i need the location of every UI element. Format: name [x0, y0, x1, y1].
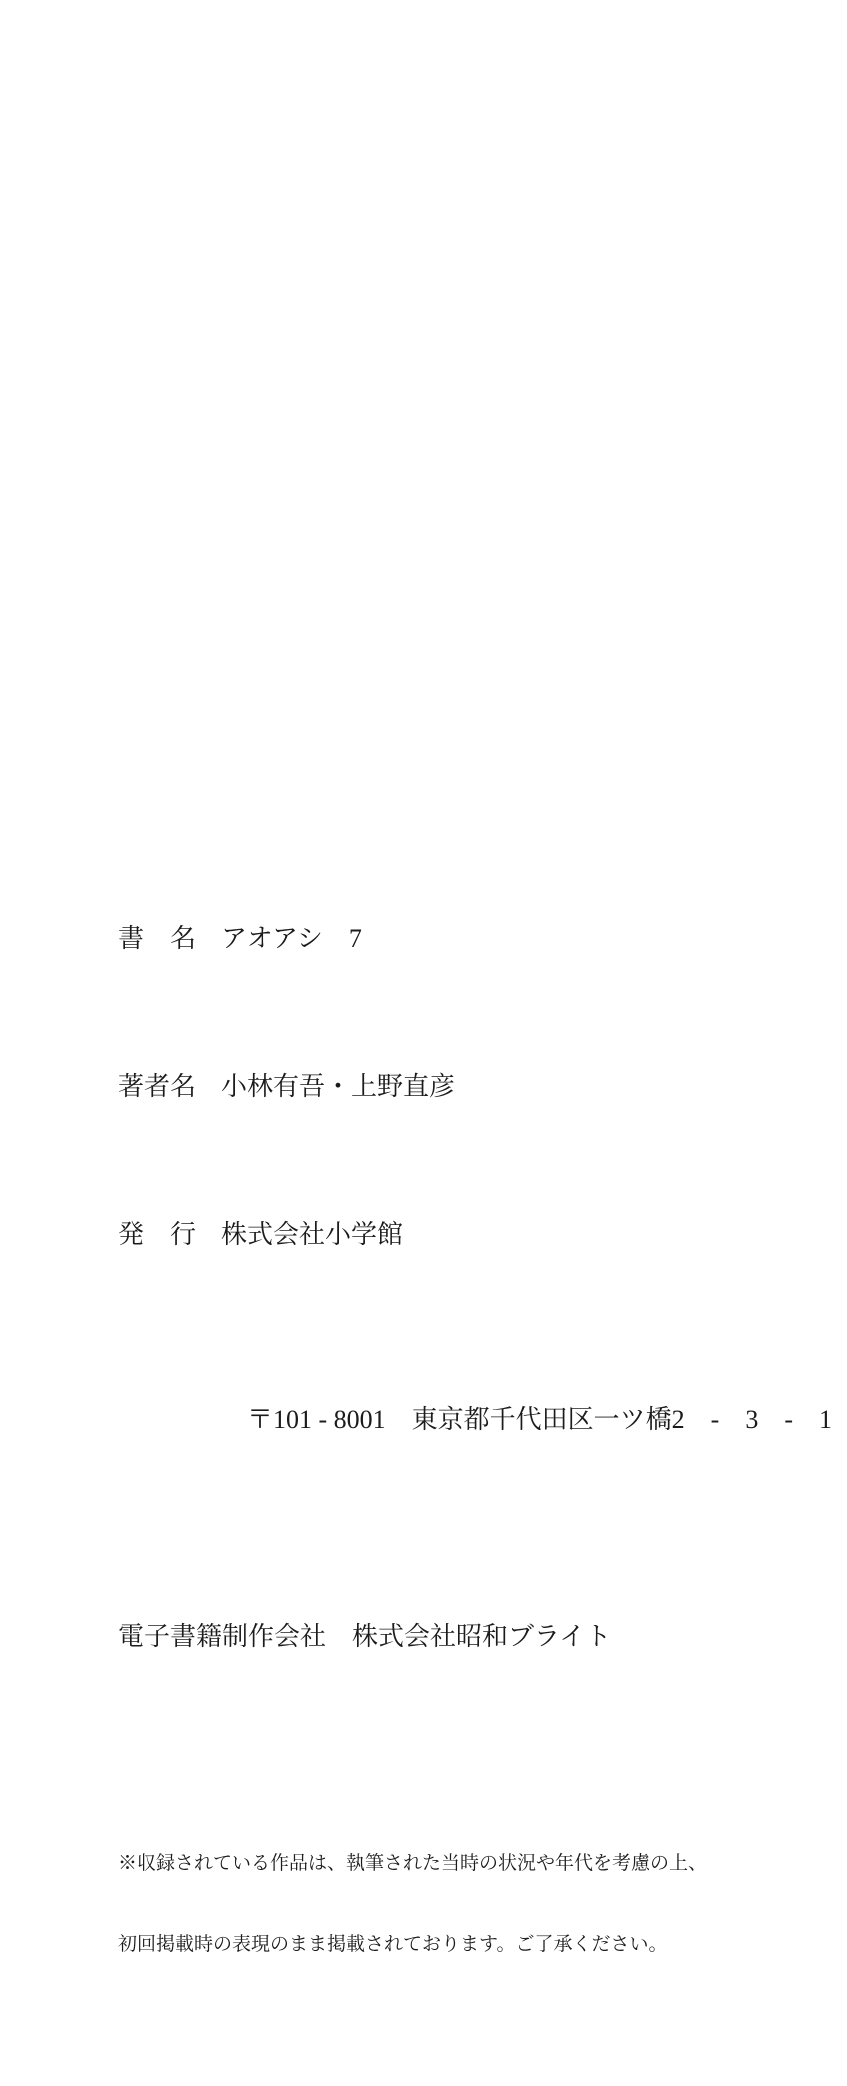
disclaimer-line-2: 初回掲載時の表現のまま掲載されております。ご了承ください。 — [118, 1934, 668, 1955]
publisher-value: 株式会社小学館 — [221, 1220, 404, 1249]
ebook-producer-value: 株式会社昭和ブライト — [352, 1622, 612, 1651]
colophon-block — [118, 809, 832, 2086]
ebook-producer-row — [118, 1618, 832, 1655]
publisher-address-row — [118, 1364, 832, 1475]
author-label: 著者名 — [118, 1072, 197, 1101]
book-title-value: アオアシ 7 — [221, 924, 362, 953]
disclaimer-line-1: ※収録されている作品は、執筆された当時の状況や年代を考慮の上、 — [118, 1853, 708, 1874]
author-value: 小林有吾・上野直彦 — [221, 1072, 456, 1101]
book-title-label: 書 名 — [118, 924, 197, 953]
publisher-address: 〒101 - 8001 東京都千代田区一ツ橋2 - 3 - 1 — [247, 1405, 832, 1434]
author-row — [118, 1068, 832, 1105]
book-title-row — [118, 920, 832, 957]
ebook-producer-label: 電子書籍制作会社 — [118, 1622, 327, 1651]
publisher-label: 発 行 — [118, 1220, 197, 1249]
reprint-disclaimer — [118, 1796, 832, 2012]
publisher-row — [118, 1216, 832, 1253]
